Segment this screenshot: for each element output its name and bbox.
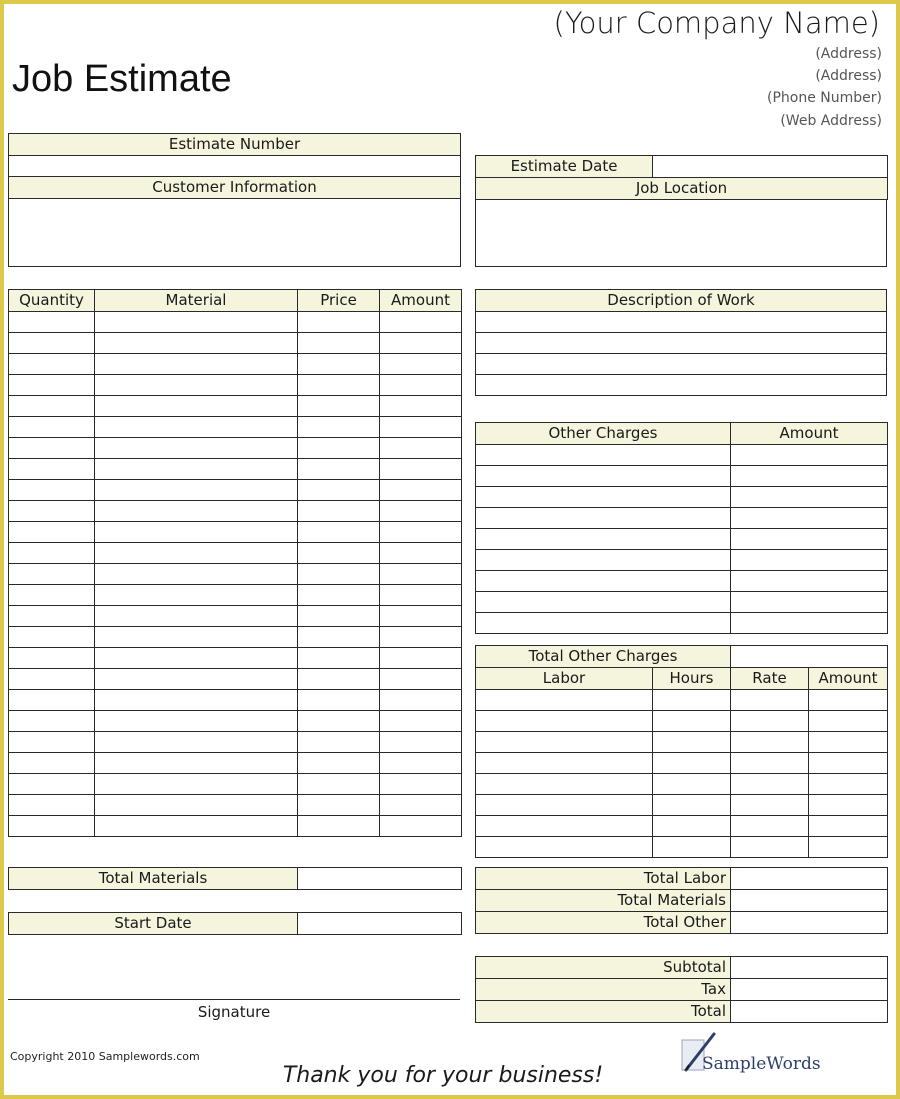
material-row-cell[interactable] [95,564,298,585]
start-date-field[interactable] [298,913,462,935]
job-location-field[interactable] [475,199,887,267]
material-row [9,753,462,774]
description-row-cell[interactable] [476,375,887,396]
material-row-cell[interactable] [9,732,95,753]
material-row [9,564,462,585]
col-other-charges: Other Charges [476,423,731,445]
other-charge-row [476,529,888,550]
other-charge-row-cell[interactable] [476,466,731,487]
labor-row-cell[interactable] [731,690,809,711]
labor-row-cell[interactable] [476,837,653,858]
description-table [475,289,887,396]
estimate-date-field[interactable] [653,156,888,178]
material-row [9,795,462,816]
estimate-number-table [8,133,461,199]
material-row-cell[interactable] [298,669,380,690]
labor-row [476,774,888,795]
subtotal-label: Subtotal [476,957,731,979]
total-other-label: Total Other [476,912,731,934]
material-row [9,396,462,417]
other-charge-row [476,550,888,571]
material-row-cell[interactable] [95,753,298,774]
labor-row [476,837,888,858]
other-charge-row-cell[interactable] [476,613,731,634]
other-charge-row [476,508,888,529]
material-row [9,627,462,648]
material-row [9,690,462,711]
material-row-cell[interactable] [95,438,298,459]
signature-label: Signature [197,1003,271,1021]
material-row [9,333,462,354]
material-row [9,501,462,522]
material-row-cell[interactable] [380,480,462,501]
material-row [9,375,462,396]
material-row-cell[interactable] [9,417,95,438]
material-row-cell[interactable] [298,648,380,669]
material-row-cell[interactable] [298,375,380,396]
company-web: (Web Address) [780,113,882,129]
material-row [9,543,462,564]
col-amount: Amount [380,290,462,312]
material-row-cell[interactable] [95,585,298,606]
total-materials-field[interactable] [298,868,462,890]
total-labor-field[interactable] [731,868,888,890]
description-row [476,354,887,375]
labor-row-cell[interactable] [653,732,731,753]
material-row-cell[interactable] [9,564,95,585]
total-other-field[interactable] [731,912,888,934]
material-row [9,417,462,438]
labor-row-cell[interactable] [809,732,888,753]
material-row-cell[interactable] [298,753,380,774]
estimate-date-table [475,155,888,200]
labor-row-cell[interactable] [476,732,653,753]
other-charge-row [476,571,888,592]
material-row-cell[interactable] [95,795,298,816]
col-rate: Rate [731,668,809,690]
material-row [9,816,462,837]
material-row-cell[interactable] [298,774,380,795]
material-row-cell[interactable] [95,774,298,795]
col-labor-amount: Amount [809,668,888,690]
other-charge-row-cell[interactable] [476,445,731,466]
other-charge-row-cell[interactable] [731,613,888,634]
labor-row-cell[interactable] [731,795,809,816]
material-row-cell[interactable] [95,648,298,669]
labor-row-cell[interactable] [476,711,653,732]
description-row-cell[interactable] [476,312,887,333]
material-row-cell[interactable] [9,459,95,480]
estimate-date-label: Estimate Date [476,156,653,178]
col-quantity: Quantity [9,290,95,312]
labor-row-cell[interactable] [809,816,888,837]
material-row-cell[interactable] [380,816,462,837]
start-date-row [8,912,462,935]
total-field[interactable] [731,1001,888,1023]
other-charge-row-cell[interactable] [476,550,731,571]
job-location-label: Job Location [476,178,888,200]
company-address-1: (Address) [815,46,882,62]
col-labor: Labor [476,668,653,690]
material-row [9,480,462,501]
other-charge-row [476,592,888,613]
labor-row-cell[interactable] [809,837,888,858]
material-row-cell[interactable] [95,816,298,837]
material-row-cell[interactable] [9,375,95,396]
description-row-cell[interactable] [476,354,887,375]
material-row-cell[interactable] [95,732,298,753]
tax-field[interactable] [731,979,888,1001]
material-row-cell[interactable] [298,522,380,543]
material-row-cell[interactable] [298,333,380,354]
other-charge-row-cell[interactable] [731,508,888,529]
material-row-cell[interactable] [95,522,298,543]
description-row [476,312,887,333]
material-row-cell[interactable] [95,669,298,690]
material-row-cell[interactable] [298,606,380,627]
other-charge-row-cell[interactable] [731,529,888,550]
material-row-cell[interactable] [380,732,462,753]
labor-row-cell[interactable] [731,753,809,774]
labor-row-cell[interactable] [809,753,888,774]
material-row-cell[interactable] [298,438,380,459]
labor-row-cell[interactable] [809,795,888,816]
other-charge-row-cell[interactable] [476,571,731,592]
other-charge-row-cell[interactable] [731,571,888,592]
other-charge-row-cell[interactable] [731,592,888,613]
material-row-cell[interactable] [298,312,380,333]
material-row-cell[interactable] [95,690,298,711]
material-row-cell[interactable] [380,753,462,774]
material-row-cell[interactable] [298,795,380,816]
other-charge-row-cell[interactable] [476,529,731,550]
customer-information-label: Customer Information [9,177,461,199]
labor-row-cell[interactable] [731,774,809,795]
total-other-charges-row [475,645,888,668]
start-date-label: Start Date [9,913,298,935]
col-hours: Hours [653,668,731,690]
material-row-cell[interactable] [9,606,95,627]
total-materials-row [8,867,462,890]
material-row-cell[interactable] [95,417,298,438]
other-charge-row-cell[interactable] [476,508,731,529]
totals-table [475,867,888,934]
material-row [9,522,462,543]
material-row-cell[interactable] [298,480,380,501]
material-row-cell[interactable] [95,333,298,354]
labor-row-cell[interactable] [809,711,888,732]
materials-table [8,289,462,837]
total-labor-label: Total Labor [476,868,731,890]
material-row-cell[interactable] [9,480,95,501]
material-row-cell[interactable] [380,459,462,480]
labor-row [476,690,888,711]
company-name: (Your Company Name) [553,6,880,40]
material-row-cell[interactable] [95,459,298,480]
col-other-amount: Amount [731,423,888,445]
material-row-cell[interactable] [380,354,462,375]
material-row-cell[interactable] [298,816,380,837]
grand-totals-table [475,956,888,1023]
material-row-cell[interactable] [380,627,462,648]
labor-row-cell[interactable] [731,732,809,753]
labor-row-cell[interactable] [731,816,809,837]
material-row-cell[interactable] [380,795,462,816]
material-row-cell[interactable] [95,501,298,522]
estimate-number-field[interactable] [9,156,461,177]
material-row-cell[interactable] [298,732,380,753]
description-row-cell[interactable] [476,333,887,354]
material-row-cell[interactable] [298,585,380,606]
description-label: Description of Work [476,290,887,312]
labor-row-cell[interactable] [476,690,653,711]
total-label: Total [476,1001,731,1023]
other-charge-row-cell[interactable] [476,592,731,613]
material-row-cell[interactable] [380,543,462,564]
labor-row [476,711,888,732]
material-row-cell[interactable] [9,669,95,690]
material-row-cell[interactable] [380,669,462,690]
labor-row-cell[interactable] [809,690,888,711]
page-title: Job Estimate [12,58,232,100]
material-row-cell[interactable] [9,627,95,648]
labor-row-cell[interactable] [653,690,731,711]
labor-row-cell[interactable] [653,816,731,837]
estimate-number-label: Estimate Number [9,134,461,156]
material-row-cell[interactable] [298,627,380,648]
material-row [9,774,462,795]
material-row-cell[interactable] [380,333,462,354]
material-row-cell[interactable] [380,585,462,606]
other-charges-table [475,422,888,634]
material-row [9,312,462,333]
material-row-cell[interactable] [298,354,380,375]
material-row [9,459,462,480]
labor-row-cell[interactable] [653,711,731,732]
col-price: Price [298,290,380,312]
material-row-cell[interactable] [298,396,380,417]
labor-row-cell[interactable] [476,774,653,795]
material-row-cell[interactable] [9,816,95,837]
material-row-cell[interactable] [95,627,298,648]
material-row [9,711,462,732]
material-row-cell[interactable] [298,690,380,711]
material-row-cell[interactable] [380,501,462,522]
description-row [476,375,887,396]
material-row-cell[interactable] [298,501,380,522]
company-phone: (Phone Number) [767,90,882,106]
material-row-cell[interactable] [9,690,95,711]
material-row-cell[interactable] [95,312,298,333]
other-charge-row-cell[interactable] [731,550,888,571]
labor-row-cell[interactable] [476,753,653,774]
material-row-cell[interactable] [380,522,462,543]
material-row-cell[interactable] [380,606,462,627]
material-row-cell[interactable] [380,396,462,417]
summary-total-materials-label: Total Materials [476,890,731,912]
material-row-cell[interactable] [95,375,298,396]
material-row-cell[interactable] [298,564,380,585]
other-charge-row [476,487,888,508]
material-row-cell[interactable] [9,438,95,459]
thank-you-message: Thank you for your business! [282,1063,604,1088]
labor-row-cell[interactable] [653,837,731,858]
other-charge-row [476,466,888,487]
material-row [9,354,462,375]
material-row-cell[interactable] [380,774,462,795]
total-other-charges-field[interactable] [731,646,888,668]
material-row-cell[interactable] [95,354,298,375]
material-row-cell[interactable] [380,438,462,459]
labor-row [476,816,888,837]
labor-table [475,667,888,858]
material-row-cell[interactable] [95,543,298,564]
material-row-cell[interactable] [9,753,95,774]
labor-row [476,732,888,753]
material-row-cell[interactable] [9,585,95,606]
labor-row-cell[interactable] [653,795,731,816]
material-row-cell[interactable] [380,648,462,669]
other-charge-row-cell[interactable] [476,487,731,508]
description-row [476,333,887,354]
material-row-cell[interactable] [298,417,380,438]
material-row-cell[interactable] [9,522,95,543]
other-charge-row-cell[interactable] [731,487,888,508]
material-row [9,648,462,669]
labor-row-cell[interactable] [476,795,653,816]
material-row [9,585,462,606]
col-material: Material [95,290,298,312]
signature-line[interactable] [8,999,460,1000]
material-row-cell[interactable] [9,795,95,816]
customer-information-field[interactable] [8,199,461,267]
other-charge-row-cell[interactable] [731,445,888,466]
material-row-cell[interactable] [95,711,298,732]
tax-label: Tax [476,979,731,1001]
material-row [9,606,462,627]
labor-row [476,795,888,816]
material-row-cell[interactable] [95,396,298,417]
material-row-cell[interactable] [298,543,380,564]
material-row-cell[interactable] [9,501,95,522]
material-row-cell[interactable] [380,564,462,585]
labor-row [476,753,888,774]
copyright-text: Copyright 2010 Samplewords.com [10,1050,200,1063]
material-row-cell[interactable] [380,375,462,396]
logo-text: SampleWords [702,1054,821,1074]
other-charge-row [476,613,888,634]
other-charge-row [476,445,888,466]
material-row-cell[interactable] [380,417,462,438]
material-row-cell[interactable] [298,459,380,480]
material-row-cell[interactable] [9,333,95,354]
labor-row-cell[interactable] [476,816,653,837]
material-row-cell[interactable] [95,480,298,501]
material-row-cell[interactable] [9,711,95,732]
material-row-cell[interactable] [9,543,95,564]
company-address-2: (Address) [815,68,882,84]
material-row-cell[interactable] [95,606,298,627]
summary-total-materials-field[interactable] [731,890,888,912]
material-row [9,669,462,690]
material-row-cell[interactable] [380,690,462,711]
total-materials-label: Total Materials [9,868,298,890]
material-row-cell[interactable] [298,711,380,732]
material-row-cell[interactable] [9,774,95,795]
total-other-charges-label: Total Other Charges [476,646,731,668]
labor-row-cell[interactable] [809,774,888,795]
labor-row-cell[interactable] [653,753,731,774]
other-charge-row-cell[interactable] [731,466,888,487]
material-row-cell[interactable] [9,312,95,333]
labor-row-cell[interactable] [731,837,809,858]
material-row [9,732,462,753]
subtotal-field[interactable] [731,957,888,979]
material-row-cell[interactable] [9,354,95,375]
material-row-cell[interactable] [380,312,462,333]
material-row-cell[interactable] [380,711,462,732]
material-row [9,438,462,459]
material-row-cell[interactable] [9,648,95,669]
labor-row-cell[interactable] [731,711,809,732]
labor-row-cell[interactable] [653,774,731,795]
material-row-cell[interactable] [9,396,95,417]
